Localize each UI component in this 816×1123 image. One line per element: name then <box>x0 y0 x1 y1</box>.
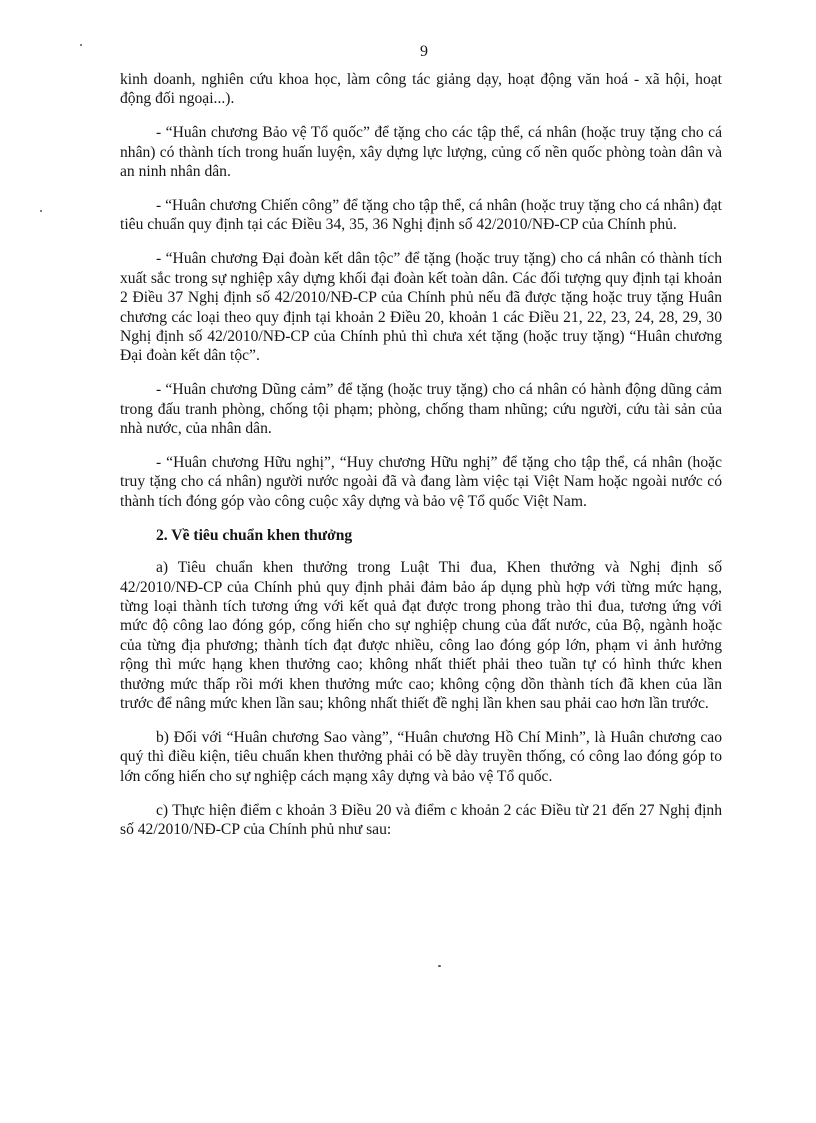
paragraph-chien-cong: - “Huân chương Chiến công” để tặng cho tập thể, cá nhân (hoặc truy tặng cho cá nhân) đạt tiêu chuẩn quy định tại các Điều 34, 35, 36 Nghị định số 42/2010/NĐ-CP của Chính phủ. <box>120 197 722 234</box>
page-number: 9 <box>420 43 428 60</box>
document-body <box>120 70 722 854</box>
paragraph-criteria-b: b) Đối với “Huân chương Sao vàng”, “Huân chương Hồ Chí Minh”, là Huân chương cao quý thì điều kiện, tiêu chuẩn khen thưởng phải có bề dày truyền thống, có công lao đóng góp to lớn cống hiến cho sự nghiệp cách mạng xây dựng và bảo vệ Tổ quốc. <box>120 728 722 785</box>
paragraph-dai-doan-ket: - “Huân chương Đại đoàn kết dân tộc” để tặng (hoặc truy tặng) cho cá nhân có thành tích xuất sắc trong sự nghiệp xây dựng khối đại đoàn kết toàn dân. Các đối tượng quy định tại khoản 2 Điều 37 Nghị định số 42/2010/NĐ-CP của Chính phủ nếu đã được tặng hoặc truy tặng Huân chương các loại theo quy định tại khoản 2 Điều 20, khoản 1 các Điều 21, 22, 23, 24, 28, 29, 30 Nghị định số 42/2010/NĐ-CP của Chính phủ thì chưa xét tặng (hoặc truy tặng) “Huân chương Đại đoàn kết dân tộc”. <box>120 250 722 365</box>
scan-speck <box>80 44 82 46</box>
scan-speck <box>438 965 441 967</box>
paragraph-huu-nghi: - “Huân chương Hữu nghị”, “Huy chương Hữu nghị” để tặng cho tập thể, cá nhân (hoặc truy tặng cho cá nhân) người nước ngoài đã và đang làm việc tại Việt Nam hoặc ngoài nước có thành tích đóng góp vào công cuộc xây dựng và bảo vệ Tổ quốc Việt Nam. <box>120 454 722 510</box>
paragraph-criteria-c: c) Thực hiện điểm c khoản 3 Điều 20 và điểm c khoản 2 các Điều từ 21 đến 27 Nghị định số 42/2010/NĐ-CP của Chính phủ như sau: <box>120 801 722 838</box>
paragraph-criteria-a: a) Tiêu chuẩn khen thưởng trong Luật Thi đua, Khen thưởng và Nghị định số 42/2010/NĐ-CP của Chính phủ quy định phải đảm bảo áp dụng phù hợp với từng mức hạng, từng loại thành tích tương ứng với kết quả đạt được trong phong trào thi đua, tương ứng với mức độ công lao đóng góp, cống hiến cho sự nghiệp chung của đất nước, của Bộ, ngành hoặc của từng địa phương; thành tích đạt được nhiều, công lao đóng góp lớn, phạm vi ảnh hưởng rộng thì mức hạng khen thưởng cao; không nhất thiết phải theo tuần tự có hình thức khen thưởng mức thấp rồi mới khen thưởng mức cao; không cộng dồn thành tích đã khen của lần trước để nâng mức khen lần sau; không nhất thiết đề nghị lần khen sau phải cao hơn lần trước. <box>120 559 722 712</box>
scan-speck <box>40 210 42 212</box>
paragraph-dung-cam: - “Huân chương Dũng cảm” để tặng (hoặc truy tặng) cho cá nhân có hành động dũng cảm trong đấu tranh phòng, chống tội phạm; phòng, chống tham nhũng; cứu người, cứu tài sản của nhà nước, của nhân dân. <box>120 381 722 438</box>
paragraph-bao-ve-to-quoc: - “Huân chương Bảo vệ Tổ quốc” để tặng cho các tập thể, cá nhân (hoặc truy tặng cho cá nhân) có thành tích trong huấn luyện, xây dựng lực lượng, củng cố nền quốc phòng toàn dân và an ninh nhân dân. <box>120 124 722 181</box>
section-heading: 2. Về tiêu chuẩn khen thưởng <box>156 526 353 544</box>
paragraph-continuation: kinh doanh, nghiên cứu khoa học, làm công tác giảng dạy, hoạt động văn hoá - xã hội, hoạt động đối ngoại...). <box>120 71 722 108</box>
